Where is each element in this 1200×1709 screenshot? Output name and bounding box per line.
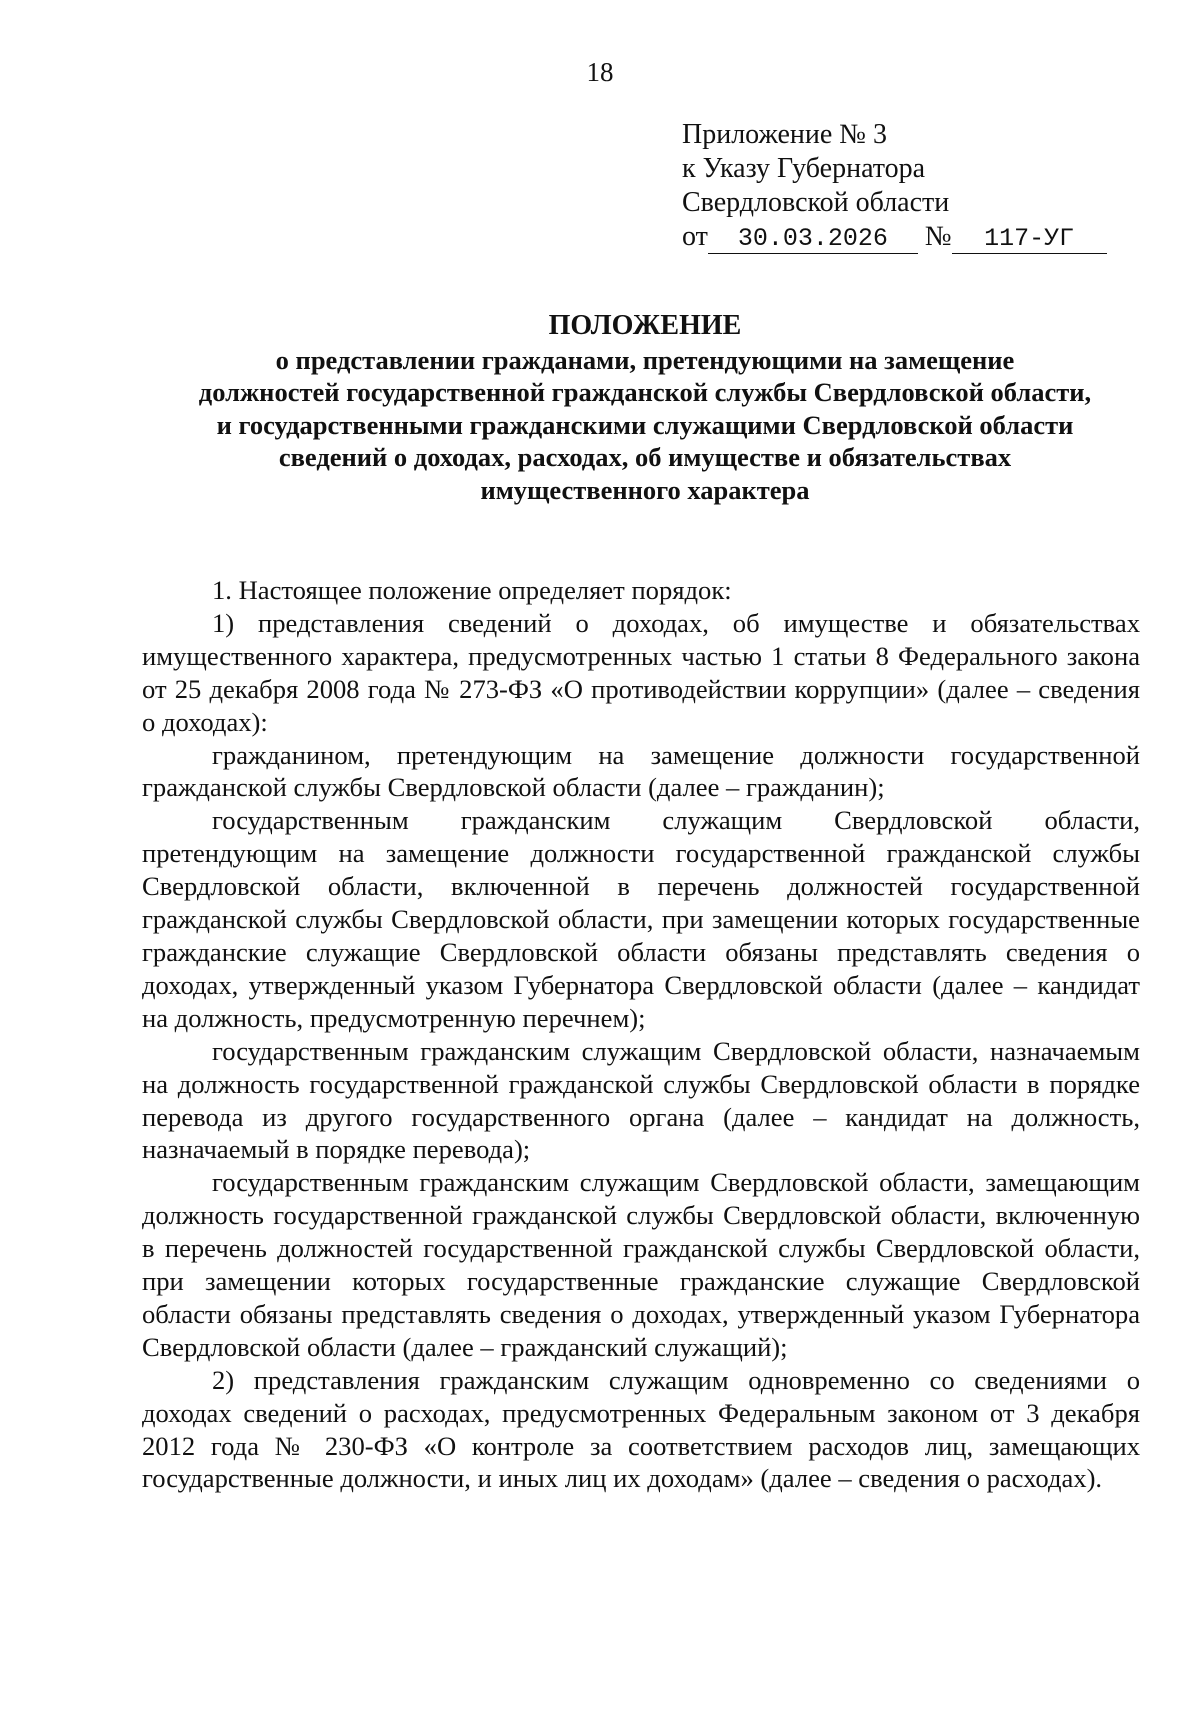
- appendix-line-2: к Указу Губернатора: [682, 153, 926, 184]
- decree-date: 30.03.2026: [708, 225, 918, 254]
- paragraph: 1. Настоящее положение определяет порядок:: [212, 575, 732, 605]
- paragraph: 2) представления гражданским служащим одновременно со сведениями о доходах сведений о расходах, предусмотренных Федеральным законом от 3 декабря 2012 года № 230-ФЗ «О контроле за соответствием расходов лиц, замещающих государственные должности, и иных лиц их доходам» (далее – сведения о расходах).: [142, 1364, 1140, 1494]
- title-line-2: должностей государственной гражданской службы Свердловской области,: [198, 377, 1092, 407]
- title-line-4: сведений о доходах, расходах, об имуществе и обязательствах: [278, 442, 1012, 472]
- document-title: [140, 310, 1150, 506]
- appendix-line-3: Свердловской области: [682, 187, 950, 218]
- title-line-1: о представлении гражданами, претендующими на замещение: [275, 344, 1015, 375]
- date-prefix: от: [682, 221, 708, 252]
- decree-number: 117-УГ: [952, 225, 1107, 254]
- paragraph: государственным гражданским служащим Свердловской области, претендующим на замещение должности государственной гражданской службы Свердловской области, включенной в перечень должностей государственной гражданской службы Свердловской области, при замещении которых государственные гражданские служащие Свердловской области обязаны представлять сведения о доходах, утвержденный указом Губернатора Свердловской области (далее – кандидат на должность, предусмотренную перечнем);: [142, 805, 1140, 1033]
- title-line-3: и государственными гражданскими служащими Свердловской области: [216, 409, 1074, 440]
- title-main: ПОЛОЖЕНИЕ: [548, 310, 742, 341]
- paragraph: государственным гражданским служащим Свердловской области, назначаемым на должность государственной гражданской службы Свердловской области в порядке перевода из другого государственного органа (далее – кандидат на должность, назначаемый в порядке перевода);: [142, 1035, 1140, 1165]
- number-prefix: №: [924, 221, 952, 252]
- paragraph: государственным гражданским служащим Свердловской области, замещающим должность государственной гражданской службы Свердловской области, включенную в перечень должностей государственной гражданской службы Свердловской области, при замещении которых государственные гражданские служащие Свердловской области обязаны представлять сведения о доходах, утвержденный указом Губернатора Свердловской области (далее – гражданский служащий);: [142, 1167, 1140, 1362]
- appendix-header: [682, 118, 1107, 254]
- title-line-5: имущественного характера: [480, 474, 810, 505]
- paragraph: 1) представления сведений о доходах, об имуществе и обязательствах имущественного характера, предусмотренных частью 1 статьи 8 Федерального закона от 25 декабря 2008 года № 273-ФЗ «О противодействии коррупции» (далее – сведения о доходах):: [142, 607, 1140, 737]
- appendix-line-1: Приложение № 3: [682, 119, 887, 150]
- document-body: [142, 574, 1140, 1495]
- page-number: 18: [586, 57, 614, 87]
- paragraph: гражданином, претендующим на замещение должности государственной гражданской службы Свердловской области (далее – гражданин);: [142, 739, 1140, 803]
- appendix-date-line: [682, 220, 1107, 254]
